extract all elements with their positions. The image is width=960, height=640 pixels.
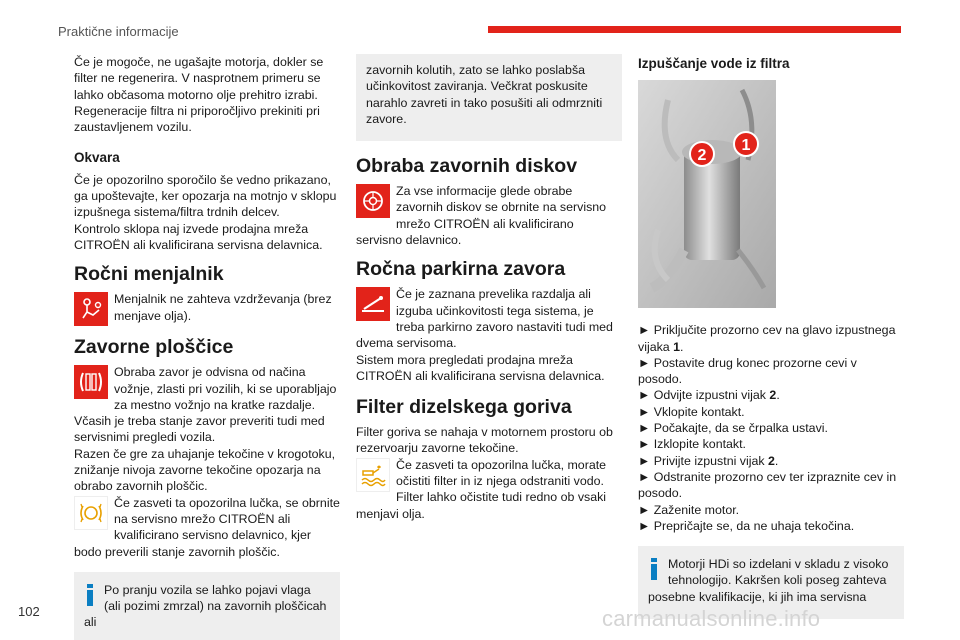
info-box-1-cont-text: zavornih kolutih, zato se lahko poslabša učinkovitost zaviranja. Večkrat poskusite narahlo zavreti in tako posušiti ali odmrzniti zavore. <box>366 63 603 126</box>
brake-pads-icon <box>74 365 108 399</box>
column-2 <box>356 54 622 522</box>
info-box-1-continued <box>356 54 622 141</box>
okvara-text-1: Če je opozorilno sporočilo še vedno prikazano, ga upoštevajte, ker opozarja na motnjo v sklopu izpušnega sistema/filtra trdnih delcev. <box>74 172 337 220</box>
step-5: ► Počakajte, da se črpalka ustavi. <box>638 421 828 436</box>
step-8: ► Odstranite prozorno cev ter izpraznite cev in posodo. <box>638 469 897 501</box>
callout-2: 2 <box>697 147 707 165</box>
fuel-filter-photo <box>638 80 776 308</box>
parkirna-zavora-heading: Ročna parkirna zavora <box>356 258 566 281</box>
filter-goriva-heading: Filter dizelskega goriva <box>356 396 572 419</box>
zavorne-text-3: Če zasveti ta opozorilna lučka, se obrnite na servisno mrežo CITROËN ali kvalificirano servisno delavnico, kjer bodo preverili stanje zavornih ploščic. <box>74 495 340 559</box>
filter-text-2: Če zasveti ta opozorilna lučka, morate očistiti filter in iz njega odstraniti vodo. <box>396 457 607 489</box>
parkirna-zavora-block <box>356 286 622 351</box>
step-3: ► Odvijte izpustni vijak 2. <box>638 388 780 403</box>
filter-warning-block <box>356 457 622 490</box>
step-6: ► Izklopite kontakt. <box>638 437 746 452</box>
okvara-text-2: Kontrolo sklopa naj izvede prodajna mreža CITROËN ali kvalificirana servisna delavnica. <box>74 221 323 252</box>
info-box-2-text: Motorji HDi so izdelani v skladu z visoko tehnologijo. Kakršen koli poseg zahteva posebne kvalifikacije, ki jih ima servisna <box>648 557 889 604</box>
column-3 <box>638 54 904 619</box>
info-box-1-text: Po pranju vozila se lahko pojavi vlaga (ali pozimi zmrzal) na zavornih ploščicah ali <box>84 582 327 630</box>
header-accent-bar <box>488 26 901 33</box>
parking-brake-icon <box>356 287 390 321</box>
gearbox-icon <box>74 292 108 326</box>
okvara-heading: Okvara <box>74 150 120 166</box>
rocni-menjalnik-text: Menjalnik ne zahteva vzdrževanja (brez menjave olja). <box>114 292 332 323</box>
zavorne-text-1: Obraba zavor je odvisna od načina vožnje, zlasti pri vozilih, ki se uporabljajo za mestno vožnjo na kratke razdalje. Včasih je treba stanje zavor preveriti tudi med servisnimi pregledi vozila. <box>74 365 337 445</box>
steps-list <box>638 322 904 534</box>
step-1: ► Priključite prozorno cev na glavo izpustnega vijaka 1. <box>638 323 896 354</box>
running-header: Praktične informacije <box>58 24 179 39</box>
page-number: 102 <box>18 604 40 619</box>
callout-1: 1 <box>741 137 751 155</box>
izpuscanje-heading: Izpuščanje vode iz filtra <box>638 56 790 71</box>
column-1 <box>74 54 340 640</box>
rocni-menjalnik-block <box>74 291 340 326</box>
zavorne-text-2: Razen če gre za uhajanje tekočine v krogotoku, znižanje nivoja zavorne tekočine opozarja na obrabo zavornih ploščic. <box>74 446 336 494</box>
step-10: ► Prepričajte se, da ne uhaja tekočina. <box>638 518 855 533</box>
parkirna-text-2: Sistem mora pregledati prodajna mreža CITROËN ali kvalificirana servisna delavnica. <box>356 352 605 383</box>
filter-text-3: Filter lahko očistite tudi redno ob vsaki menjavi olja. <box>356 490 607 521</box>
obraba-diskov-block <box>356 183 622 248</box>
intro-paragraph: Če je mogoče, ne ugašajte motorja, dokler se filter ne regenerira. V nasprotnem primeru se lahko občasoma motorno olje prehitro izrabi. Regeneracije filtra ni priporočljivo prekiniti pri zaustavljenem vozilu. <box>74 55 324 135</box>
info-icon <box>648 558 660 580</box>
parkirna-text-1: Če je zaznana prevelika razdalja ali izguba učinkovitosti tega sistema, je treba parkirno zavoro nastaviti tudi med dvema servisoma. <box>356 287 613 351</box>
fuel-water-icon <box>356 458 390 492</box>
brake-warning-block <box>74 495 340 560</box>
brake-disc-icon <box>356 184 390 218</box>
rocni-menjalnik-heading: Ročni menjalnik <box>74 263 224 286</box>
step-7: ► Privijte izpustni vijak 2. <box>638 453 779 468</box>
brake-warning-icon <box>74 496 108 530</box>
zavorne-ploscice-block <box>74 364 340 445</box>
step-2: ► Postavite drug konec prozorne cevi v posodo. <box>638 355 857 387</box>
filter-text-1: Filter goriva se nahaja v motornem prostoru ob rezervoarju zavorne tekočine. <box>356 425 613 456</box>
zavorne-ploscice-heading: Zavorne ploščice <box>74 336 234 359</box>
obraba-diskov-text: Za vse informacije glede obrabe zavornih diskov se obrnite na servisno mrežo CITROËN ali kvalificirano servisno delavnico. <box>356 184 607 248</box>
obraba-diskov-heading: Obraba zavornih diskov <box>356 155 578 178</box>
info-icon <box>84 584 96 606</box>
info-box-1 <box>74 572 340 640</box>
step-4: ► Vklopite kontakt. <box>638 404 745 419</box>
watermark: carmanualsonline.info <box>602 606 821 631</box>
step-9: ► Zaženite motor. <box>638 502 740 517</box>
